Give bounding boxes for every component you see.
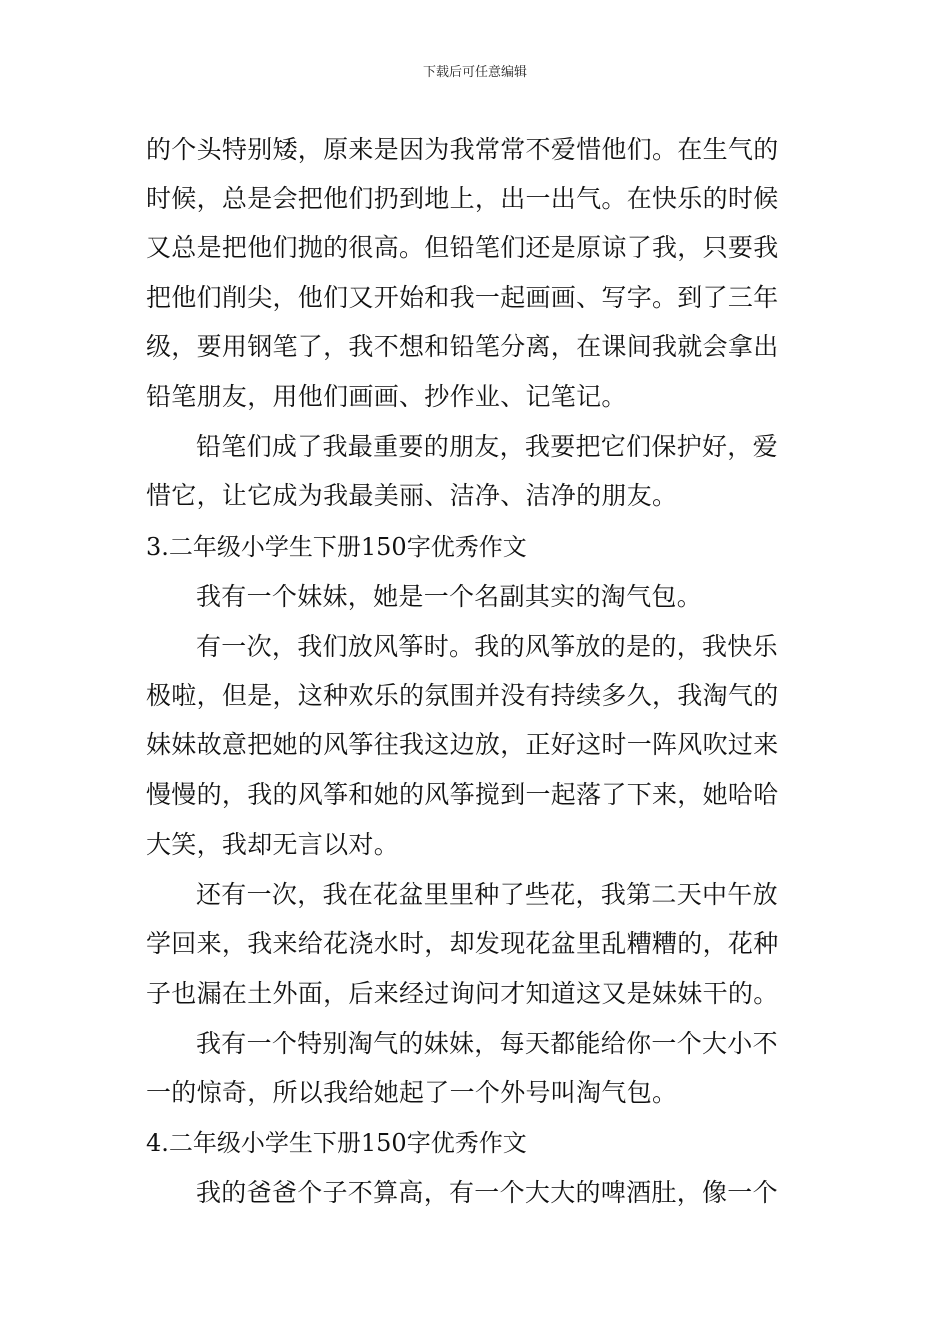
page-header: 下载后可任意编辑 [422, 65, 527, 80]
body-line: 慢慢的，我的风筝和她的风筝搅到一起落了下来，她哈哈 [146, 780, 779, 809]
body-line: 妹妹故意把她的风筝往我这边放，正好这时一阵风吹过来 [146, 730, 779, 759]
paragraph-first-line: 我有一个妹妹，她是一个名副其实的淘气包。 [196, 582, 703, 611]
body-line: 大笑，我却无言以对。 [146, 830, 400, 859]
body-line: 子也漏在土外面，后来经过询问才知道这又是妹妹干的。 [146, 979, 779, 1008]
section-heading: 4.二年级小学生下册150字优秀作文 [146, 1129, 527, 1157]
body-line: 把他们削尖，他们又开始和我一起画画、写字。到了三年 [146, 283, 779, 312]
body-line: 时候，总是会把他们扔到地上，出一出气。在快乐的时候 [146, 184, 779, 213]
body-line: 学回来，我来给花浇水时，却发现花盆里乱糟糟的，花种 [146, 929, 779, 958]
section-heading: 3.二年级小学生下册150字优秀作文 [146, 533, 527, 561]
body-line: 级，要用钢笔了，我不想和铅笔分离，在课间我就会拿出 [146, 332, 779, 361]
body-line: 惜它，让它成为我最美丽、洁净、洁净的朋友。 [146, 481, 678, 510]
paragraph-first-line: 还有一次，我在花盆里里种了些花，我第二天中午放 [196, 880, 778, 909]
paragraph-first-line: 我的爸爸个子不算高，有一个大大的啤酒肚，像一个 [196, 1178, 778, 1207]
body-line: 又总是把他们抛的很高。但铅笔们还是原谅了我，只要我 [146, 233, 779, 262]
paragraph-first-line: 我有一个特别淘气的妹妹，每天都能给你一个大小不 [196, 1029, 778, 1058]
paragraph-first-line: 有一次，我们放风筝时。我的风筝放的是的，我快乐 [196, 632, 778, 661]
body-line: 一的惊奇，所以我给她起了一个外号叫淘气包。 [146, 1078, 678, 1107]
body-line: 的个头特别矮，原来是因为我常常不爱惜他们。在生气的 [146, 135, 779, 164]
paragraph-first-line: 铅笔们成了我最重要的朋友，我要把它们保护好，爱 [196, 432, 778, 461]
body-line: 铅笔朋友，用他们画画、抄作业、记笔记。 [146, 382, 627, 411]
body-line: 极啦，但是，这种欢乐的氛围并没有持续多久，我淘气的 [146, 681, 779, 710]
